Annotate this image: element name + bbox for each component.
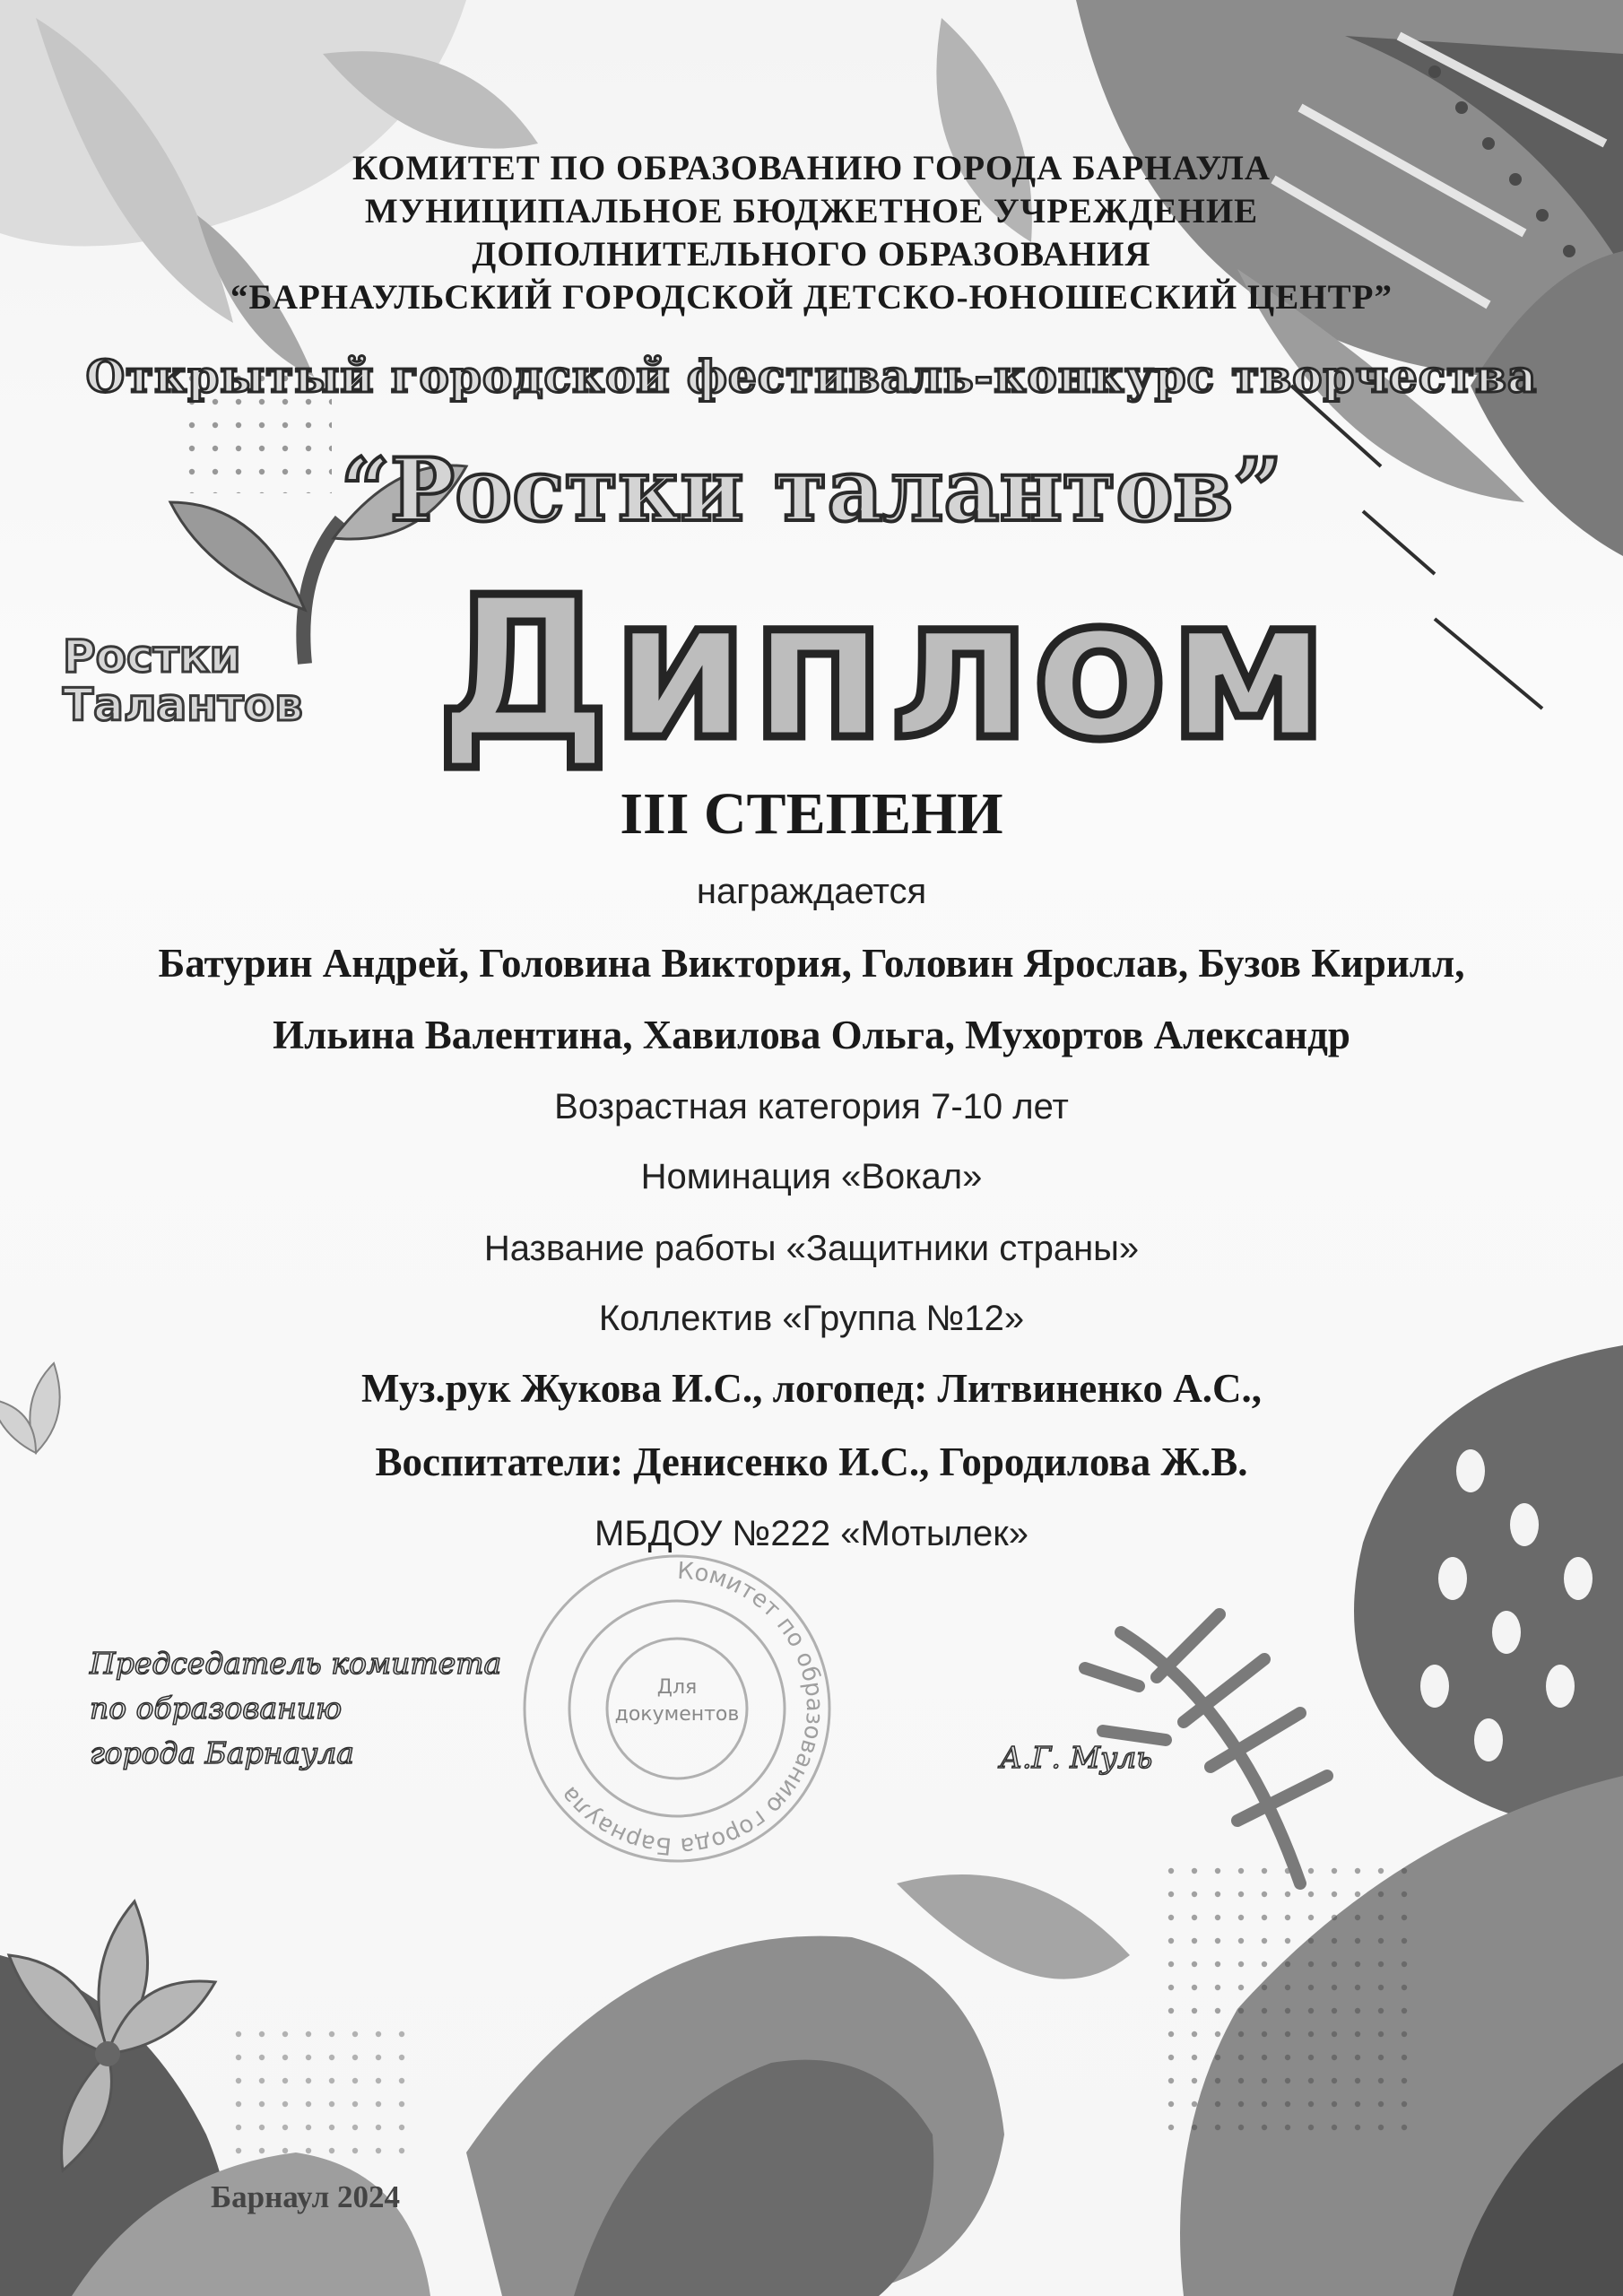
supervisors-line-1: Муз.рук Жукова И.С., логопед: Литвиненко А.С., [361, 1366, 1262, 1411]
nomination: Номинация «Вокал» [640, 1157, 983, 1196]
stamp-center-line2: документов [614, 1703, 740, 1726]
diploma-title: Диплом [436, 556, 1331, 783]
signature-line-3: города Барнаула [90, 1735, 354, 1770]
names-line-1: Батурин Андрей, Головина Виктория, Головин Ярослав, Бузов Кирилл, [158, 941, 1465, 986]
place-year: Барнаул 2024 [211, 2179, 401, 2214]
signature-line-1: Председатель комитета [90, 1646, 502, 1681]
header-line-3: ДОПОЛНИТЕЛЬНОГО ОБРАЗОВАНИЯ [472, 235, 1151, 274]
institution: МБДОУ №222 «Мотылек» [595, 1514, 1028, 1553]
signature-title [90, 1641, 501, 1776]
work-title: Название работы «Защитники страны» [483, 1229, 1140, 1268]
awarded-label: награждается [696, 872, 927, 911]
age-category: Возрастная категория 7-10 лет [554, 1087, 1069, 1126]
logo-line-2: Талантов [63, 679, 303, 731]
stamp-center-line1: Для [656, 1676, 698, 1699]
logo-line-1: Ростки [63, 631, 241, 683]
stamp-ring-text: Комитет по образованию города Барнаула [555, 1557, 829, 1860]
festival-title: “Ростки талантов” [340, 439, 1283, 541]
names-line-2: Ильина Валентина, Хавилова Ольга, Мухортов Александр [273, 1013, 1350, 1057]
diploma-degree: III СТЕПЕНИ [620, 781, 1003, 847]
supervisors-line-2: Воспитатели: Денисенко И.С., Городилова Ж.В. [375, 1439, 1248, 1484]
signatory-name: А.Г. Муль [1000, 1740, 1153, 1775]
collective: Коллектив «Группа №12» [598, 1299, 1025, 1338]
header-line-1: КОМИТЕТ ПО ОБРАЗОВАНИЮ ГОРОДА БАРНАУЛА [352, 149, 1271, 187]
signature-line-2: по образованию [90, 1691, 343, 1726]
header-line-4: “БАРНАУЛЬСКИЙ ГОРОДСКОЙ ДЕТСКО-ЮНОШЕСКИЙ ЦЕНТР” [230, 278, 1393, 317]
festival-subtitle: Открытый городской фестиваль-конкурс творчества [85, 350, 1538, 403]
header-line-2: МУНИЦИПАЛЬНОЕ БЮДЖЕТНОЕ УЧРЕЖДЕНИЕ [364, 192, 1259, 230]
